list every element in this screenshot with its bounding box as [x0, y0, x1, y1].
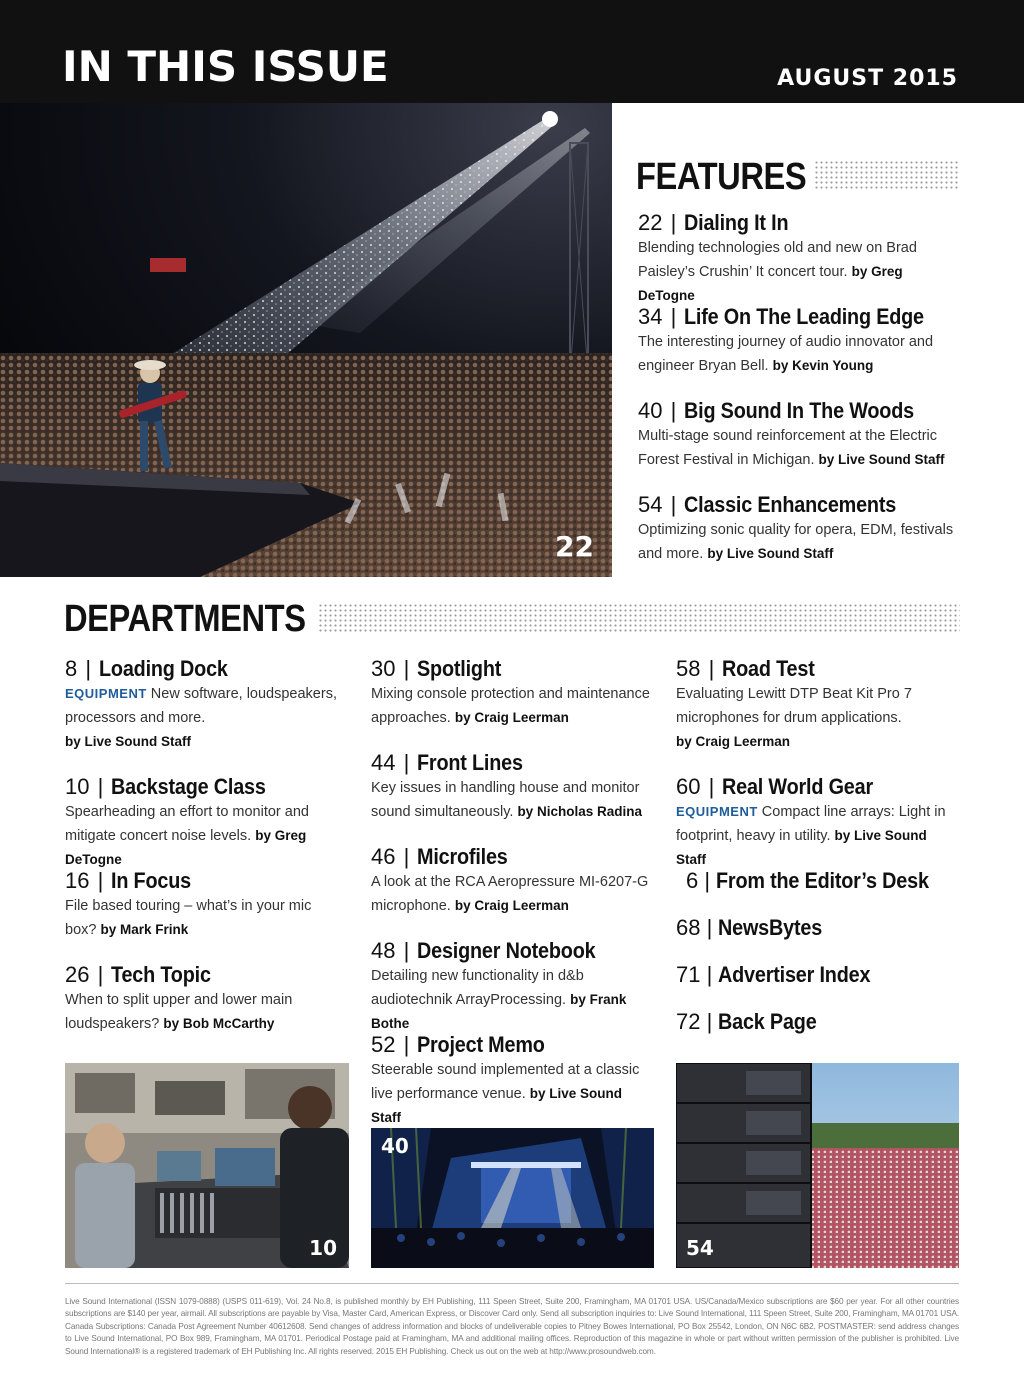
page-number: 8	[65, 656, 78, 681]
article-description: Evaluating Lewitt DTP Beat Kit Pro 7 microphones for drum applications.	[676, 686, 912, 726]
page-header	[0, 0, 1024, 103]
article-byline: by Greg DeTogne	[638, 264, 903, 303]
feature-entry[interactable]: 54 | Classic Enhancements Optimizing sonic quality for opera, EDM, festivals and more. by Live Sound Staff	[638, 492, 954, 562]
article-byline: by Live Sound Staff	[371, 1086, 623, 1125]
article-title: NewsBytes	[718, 915, 823, 940]
article-title: From the Editor’s Desk	[716, 868, 929, 893]
article-description: The interesting journey of audio innovator and engineer Bryan Bell.	[638, 334, 934, 374]
department-entry[interactable]: 52 | Project Memo Steerable sound implemented at a classic live performance venue. by Live Sound Staff	[371, 1032, 640, 1125]
article-description: New software, loudspeakers, processors and more.	[65, 686, 337, 726]
department-entry[interactable]: 10 | Backstage Class Spearheading an effort to monitor and mitigate concert noise levels. by Greg DeTogne	[65, 774, 309, 867]
page-number: 60	[676, 774, 701, 799]
article-title: Life On The Leading Edge	[684, 304, 925, 329]
footer-divider	[65, 1283, 959, 1284]
page-number: 16	[65, 868, 90, 893]
article-description: Compact line arrays: Light in footprint, heavy in utility.	[676, 804, 946, 844]
console-photo-graphic	[65, 1063, 349, 1268]
article-title: Designer Notebook	[417, 938, 596, 963]
department-short-entry[interactable]: 71 | Advertiser Index	[676, 962, 871, 987]
concert-photo-graphic	[0, 103, 612, 577]
page-number: 71	[676, 962, 701, 987]
feature-entry[interactable]: 34 | Life On The Leading Edge The interesting journey of audio innovator and engineer Bryan Bell. by Kevin Young	[638, 304, 934, 374]
departments-heading: DEPARTMENTS	[64, 598, 306, 640]
article-byline: by Craig Leerman	[676, 734, 791, 749]
article-byline: by Greg DeTogne	[65, 828, 307, 867]
thumbnail-festival-crowd	[676, 1063, 959, 1268]
article-description: Optimizing sonic quality for opera, EDM, festivals and more.	[638, 522, 954, 562]
article-byline: by Kevin Young	[772, 358, 874, 373]
page-number: 10	[65, 774, 90, 799]
article-description: Detailing new functionality in d&b audiotechnik ArrayProcessing.	[371, 968, 584, 1008]
article-byline: by Frank Bothe	[371, 992, 627, 1031]
article-title: Spotlight	[417, 656, 502, 681]
department-entry[interactable]: 26 | Tech Topic When to split upper and lower main loudspeakers? by Bob McCarthy	[65, 962, 293, 1032]
article-title: Advertiser Index	[718, 962, 871, 987]
article-description: Mixing console protection and maintenance approaches.	[371, 686, 650, 726]
hero-page-number: 22	[555, 530, 594, 563]
article-title: Big Sound In The Woods	[684, 398, 915, 423]
page-number: 52	[371, 1032, 396, 1057]
article-title: Dialing It In	[684, 210, 789, 235]
thumbnail-forest-stage	[371, 1128, 654, 1268]
article-title: Backstage Class	[111, 774, 267, 799]
thumbnail-page-number: 10	[309, 1236, 337, 1260]
features-dot-rule	[814, 160, 960, 190]
page-number: 40	[638, 398, 663, 423]
category-tag: EQUIPMENT	[65, 686, 147, 701]
page-number: 46	[371, 844, 396, 869]
thumbnail-mixing-console	[65, 1063, 349, 1268]
department-short-entry[interactable]: 68 | NewsBytes	[676, 915, 823, 940]
article-description: A look at the RCA Aeropressure MI-6207-G microphone.	[371, 874, 649, 914]
department-entry[interactable]: 48 | Designer Notebook Detailing new functionality in d&b audiotechnik ArrayProcessing. by Frank Bothe	[371, 938, 627, 1031]
article-title: Front Lines	[417, 750, 524, 775]
thumbnail-page-number: 54	[686, 1236, 714, 1260]
article-title: Project Memo	[417, 1032, 546, 1057]
page-number: 34	[638, 304, 663, 329]
page-number: 22	[638, 210, 663, 235]
article-byline: by Live Sound Staff	[65, 734, 192, 749]
page-number: 54	[638, 492, 663, 517]
department-entry[interactable]: 30 | Spotlight Mixing console protection and maintenance approaches. by Craig Leerman	[371, 656, 650, 726]
article-description: Blending technologies old and new on Brad Paisley’s Crushin’ It concert tour.	[638, 240, 917, 280]
article-byline: by Craig Leerman	[454, 710, 569, 725]
page-number: 44	[371, 750, 396, 775]
department-short-entry[interactable]: 72 | Back Page	[676, 1009, 817, 1034]
page-number: 48	[371, 938, 396, 963]
article-title: Microfiles	[417, 844, 509, 869]
category-tag: EQUIPMENT	[676, 804, 758, 819]
hero-concert-image	[0, 103, 612, 577]
article-byline: by Live Sound Staff	[707, 546, 834, 561]
article-description: Steerable sound implemented at a classic live performance venue.	[371, 1062, 640, 1102]
article-byline: by Craig Leerman	[454, 898, 569, 913]
department-entry[interactable]: 8 | Loading Dock EQUIPMENT New software, loudspeakers, processors and more. by Live Sound Staff	[65, 656, 337, 749]
department-entry[interactable]: 44 | Front Lines Key issues in handling house and monitor sound simultaneously. by Nicholas Radina	[371, 750, 642, 820]
article-description: When to split upper and lower main loudspeakers?	[65, 992, 293, 1032]
page-title: IN THIS ISSUE	[62, 42, 389, 91]
department-entry[interactable]: 58 | Road Test Evaluating Lewitt DTP Beat Kit Pro 7 microphones for drum applications. by Craig Leerman	[676, 656, 912, 749]
department-entry[interactable]: 60 | Real World Gear EQUIPMENT Compact line arrays: Light in footprint, heavy in utility. by Live Sound Staff	[676, 774, 946, 867]
article-byline: by Live Sound Staff	[818, 452, 945, 467]
article-title: Classic Enhancements	[684, 492, 897, 517]
page-number: 58	[676, 656, 701, 681]
article-title: Road Test	[722, 656, 816, 681]
article-description: Multi-stage sound reinforcement at the Electric Forest Festival in Michigan.	[638, 428, 937, 468]
department-short-entry[interactable]: 6 | From the Editor’s Desk	[686, 868, 929, 893]
publication-info: Live Sound International (ISSN 1079-0888) (USPS 011-619), Vol. 24 No.8, is published monthly by EH Publishing, 111 Speen Street, Suite 200, Framingham, MA 01701 USA. US/Canada/Mexico subscriptions are $60 per year. For all other countries subscriptions are $140 per year, airmail. All subscriptions are payable by Visa, Master Card, American Express, or Discover Card only. Send all subscription inquiries to: Live Sound International, 111 Speen Street, Suite 200, Framingham, MA 01701 USA. Canada Subscriptions: Canada Post Agreement Number 40612608. Send changes of address information and blocks of undeliverable copies to Pitney Bowes International, PO Box 25542, London, ON N6C 6B2. POSTMASTER: send address changes to Live Sound International, PO Box 989, Framingham, MA 01701. Periodical Postage paid at Framingham, MA and additional mailing offices. Reproduction of this magazine in whole or part without written permission of the publisher is prohibited. Live Sound International® is a registered trademark of EH Publishing Inc. All rights reserved. 2015 EH Publishing. Check us out on the web at http://www.prosoundweb.com.	[65, 1297, 959, 1356]
issue-date: AUGUST 2015	[777, 66, 958, 91]
page-number: 30	[371, 656, 396, 681]
article-title: Real World Gear	[722, 774, 874, 799]
feature-entry[interactable]: 40 | Big Sound In The Woods Multi-stage sound reinforcement at the Electric Forest Festival in Michigan. by Live Sound Staff	[638, 398, 945, 468]
article-byline: by Bob McCarthy	[163, 1016, 275, 1031]
article-byline: by Nicholas Radina	[517, 804, 642, 819]
article-title: In Focus	[111, 868, 192, 893]
feature-entry[interactable]: 22 | Dialing It In Blending technologies old and new on Brad Paisley’s Crushin’ It concert tour. by Greg DeTogne	[638, 210, 917, 303]
article-byline: by Mark Frink	[100, 922, 189, 937]
thumbnail-page-number: 40	[381, 1134, 409, 1158]
article-description: Spearheading an effort to monitor and mitigate concert noise levels.	[65, 804, 309, 844]
article-title: Back Page	[718, 1009, 817, 1034]
article-title: Tech Topic	[111, 962, 212, 987]
page-number: 68	[676, 915, 701, 940]
page-number: 72	[676, 1009, 701, 1034]
department-entry[interactable]: 46 | Microfiles A look at the RCA Aeropressure MI-6207-G microphone. by Craig Leerman	[371, 844, 649, 914]
features-heading: FEATURES	[636, 156, 807, 198]
article-title: Loading Dock	[99, 656, 228, 681]
departments-dot-rule	[318, 603, 960, 633]
article-description: File based touring – what’s in your mic box?	[65, 898, 312, 938]
department-entry[interactable]: 16 | In Focus File based touring – what’s in your mic box? by Mark Frink	[65, 868, 312, 938]
page-number: 6	[686, 868, 699, 893]
festival-photo-graphic	[676, 1063, 959, 1268]
article-byline: by Live Sound Staff	[676, 828, 927, 867]
stage-photo-graphic	[371, 1128, 654, 1268]
page-number: 26	[65, 962, 90, 987]
article-description: Key issues in handling house and monitor sound simultaneously.	[371, 780, 640, 820]
